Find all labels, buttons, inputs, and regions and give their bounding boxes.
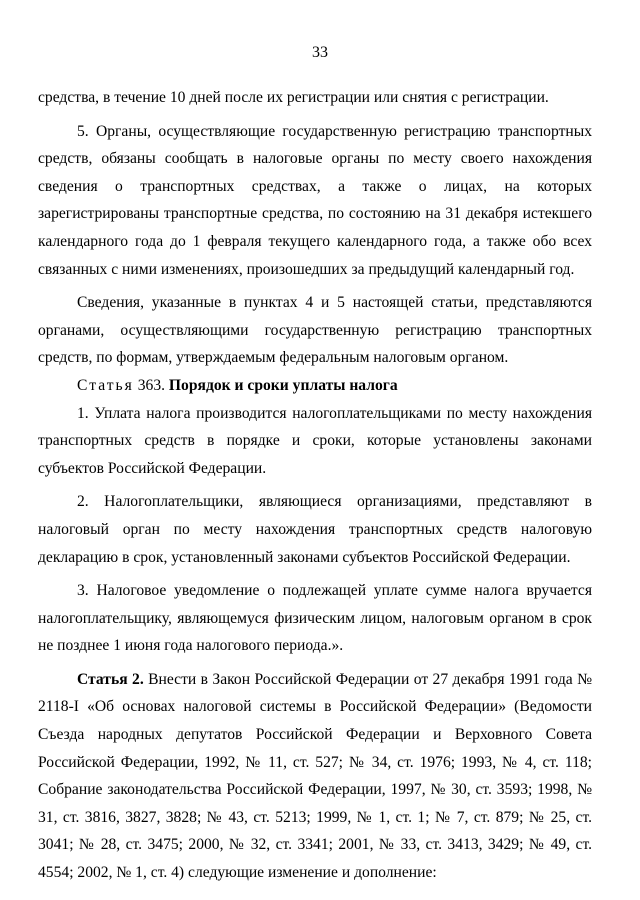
paragraph-item-5: 5. Органы, осуществляющие государственную регистрацию транспортных средств, обязаны сообщать в налоговые органы по месту своего нахождения сведения о транспортных средствах, а также о лицах, на которых зарегистрированы транспортные средства, по состоянию на 31 декабря истекшего календарного года до 1 февраля текущего календарного года, а также обо всех связанных с ними изменениях, произошедших за предыдущий календарный год. <box>38 122 592 278</box>
paragraph-continuation: средства, в течение 10 дней после их регистрации или снятия с регистрации. <box>38 89 549 106</box>
article-2-label: Статья 2. <box>77 670 144 688</box>
article-363-title: Порядок и сроки уплаты налога <box>168 376 398 394</box>
page-number: 33 <box>312 44 328 61</box>
paragraph-363-item-1: 1. Уплата налога производится налогоплательщиками по месту нахождения транспортных средств в порядке и сроки, которые установлены законами субъектов Российской Федерации. <box>38 404 592 477</box>
article-2-paragraph <box>38 666 592 887</box>
paragraph-info-forms: Сведения, указанные в пунктах 4 и 5 настоящей статьи, представляются органами, осуществляющими государственную регистрацию транспортных средств, по формам, утверждаемым федеральным налоговым органом. <box>38 294 592 367</box>
article-363-number: 363. <box>133 376 169 394</box>
article-363-heading <box>38 372 592 400</box>
article-363-label: Статья <box>77 376 134 394</box>
article-2-text: Внести в Закон Российской Федерации от 27 декабря 1991 года № 2118-I «Об основах налоговой системы в Российской Федерации» (Ведомости Съезда народных депутатов Российской Федерации и Верховного Совета Российской Федерации, 1992, № 11, ст. 527; № 34, ст. 1976; 1993, № 4, ст. 118; Собрание законодательства Российской Федерации, 1997, № 30, ст. 3593; 1998, № 31, ст. 3816, 3827, 3828; № 43, ст. 5213; 1999, № 1, ст. 1; № 7, ст. 879; № 25, ст. 3041; № 28, ст. 3475; 2000, № 32, ст. 3341; 2001, № 33, ст. 3413, 3429; № 49, ст. 4554; 2002, № 1, ст. 4) следующие изменение и дополнение: <box>38 670 592 882</box>
paragraph-363-item-3: 3. Налоговое уведомление о подлежащей уплате сумме налога вручается налогоплательщику, являющемуся физическим лицом, налоговым органом в срок не позднее 1 июня года налогового периода.». <box>38 582 592 655</box>
paragraph-363-item-2: 2. Налогоплательщики, являющиеся организациями, представляют в налоговый орган по месту нахождения транспортных средств налоговую декларацию в срок, установленный законами субъектов Российской Федерации. <box>38 493 592 566</box>
document-body <box>38 84 592 887</box>
